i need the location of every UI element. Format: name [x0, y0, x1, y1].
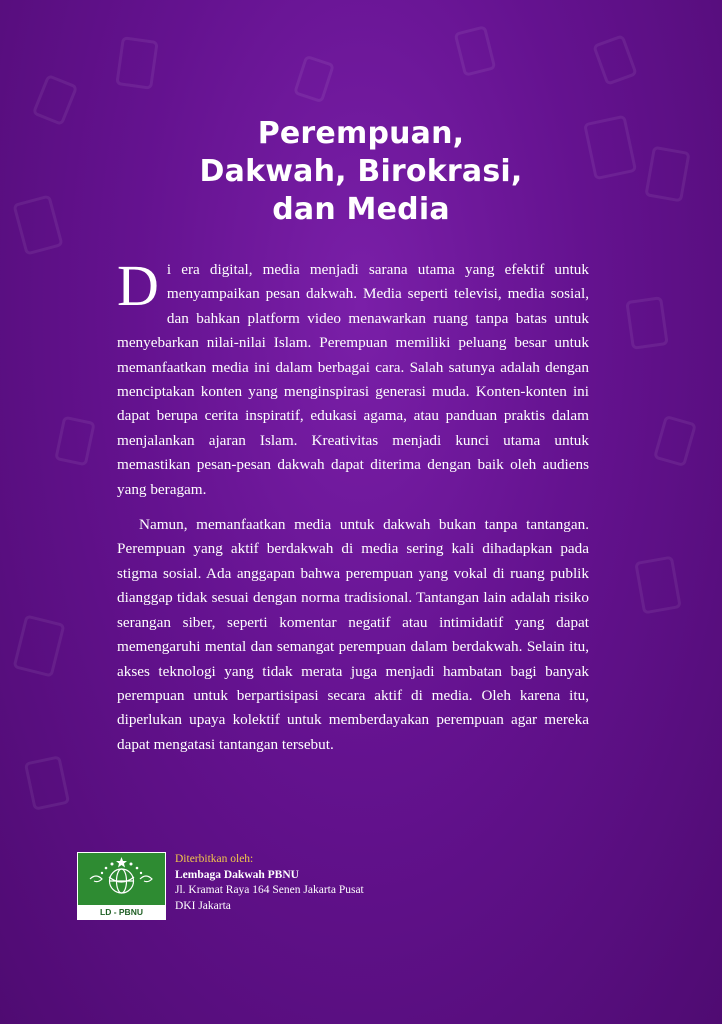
drop-cap: D: [117, 253, 159, 318]
title-line-3: dan Media: [272, 192, 450, 227]
page-title: [0, 115, 722, 229]
title-line-1: Perempuan,: [257, 116, 465, 151]
paragraph-1-text: i era digital, media menjadi sarana utama yang efektif untuk menyampaikan pesan dakwah. Media seperti televisi, media sosial, dan bahkan platform video menawarkan ruang tanpa batas untuk menyebarkan nilai-nilai Islam. Perempuan memiliki peluang besar untuk memanfaatkan media ini dalam berbagai cara. Salah satunya adalah dengan menciptakan konten yang menginspirasi generasi muda. Konten-konten ini dapat berupa cerita inspiratif, edukasi agama, atau panduan praktis dalam menjalankan ajaran Islam. Kreativitas menjadi kunci utama untuk memastikan pesan-pesan dakwah dapat diterima dengan baik oleh audiens yang beragam.: [117, 261, 589, 498]
publisher-address-line-2: DKI Jakarta: [175, 899, 231, 912]
paragraph-1: [117, 253, 589, 502]
title-line-2: Dakwah, Birokrasi,: [199, 154, 523, 189]
article-body: [117, 253, 589, 757]
paragraph-2: Namun, memanfaatkan media untuk dakwah bukan tanpa tantangan. Perempuan yang aktif berdakwah di media sering kali dihadapkan pada stigma sosial. Ada anggapan bahwa perempuan yang vokal di ruang publik dianggap tidak sesuai dengan norma tradisional. Tantangan lain adalah risiko serangan siber, seperti komentar negatif atau intimidatif yang dapat memengaruhi mental dan semangat perempuan dalam berdakwah. Selain itu, akses teknologi yang tidak merata juga menjadi hambatan bagi banyak perempuan untuk berpartisipasi secara aktif di media. Oleh karena itu, diperlukan upaya kolektif untuk memberdayakan perempuan agar mereka dapat mengatasi tantangan tersebut.: [117, 516, 589, 753]
publisher-name: Lembaga Dakwah PBNU: [175, 868, 299, 881]
publisher-info: [175, 852, 364, 914]
logo-label: LD - PBNU: [77, 905, 166, 920]
nahdlatul-ulama-globe-emblem-icon: [78, 853, 165, 905]
publisher-label: Diterbitkan oleh:: [175, 853, 254, 865]
publisher-address-line-1: Jl. Kramat Raya 164 Senen Jakarta Pusat: [175, 884, 364, 896]
